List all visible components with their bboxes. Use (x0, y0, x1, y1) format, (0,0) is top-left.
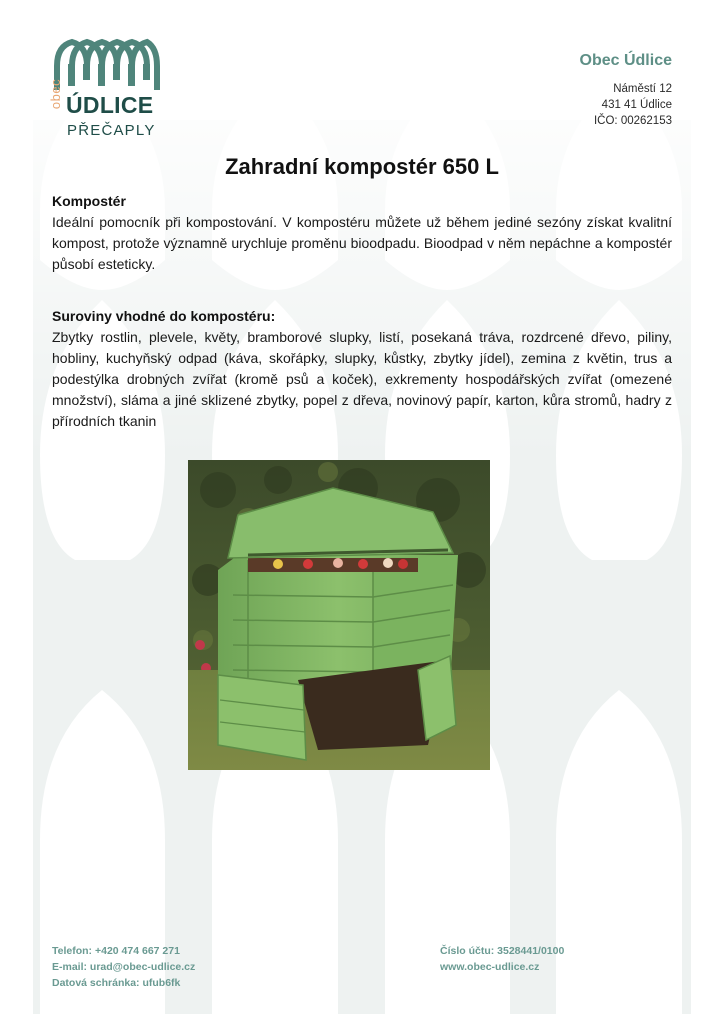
composter-image (188, 460, 490, 770)
footer-email[interactable]: E-mail: urad@obec-udlice.cz (52, 961, 196, 973)
section-body: Ideální pomocník při kompostování. V kompostéru můžete už během jediné sezóny získat kvalitní kompost, protože významně urychluje proměnu bioodpadu. Bioodpad v něm nepáchne a kompostér působí esteticky. (52, 214, 672, 272)
organization-name: Obec Údlice (579, 52, 672, 69)
municipality-logo (48, 38, 162, 143)
organization-info (580, 52, 672, 129)
footer-databox: Datová schránka: ufub6fk (52, 977, 181, 989)
document-title: Zahradní kompostér 650 L (225, 154, 499, 179)
composter-photo (188, 460, 490, 770)
section-heading: Kompostér (52, 193, 126, 209)
ico-number: IČO: 00262153 (593, 115, 672, 127)
footer-website[interactable]: www.obec-udlice.cz (440, 961, 540, 973)
footer-contacts (52, 943, 195, 991)
section-heading: Suroviny vhodné do kompostéru: (52, 308, 276, 324)
footer-phone: Telefon: +420 474 667 271 (52, 945, 180, 957)
section-suitable-materials (52, 306, 672, 432)
address-street: Náměstí 12 (613, 83, 672, 95)
arches-logo-icon (52, 38, 162, 90)
footer-account: Číslo účtu: 3528441/0100 (440, 945, 565, 957)
section-body: Zbytky rostlin, plevele, květy, bramborové slupky, listí, posekaná tráva, rozdrcené dřevo, piliny, hobliny, kuchyňský odpad (káva, skořápky, slupky, kůstky, zbytky jídel), zemina z květin, trus a podestýlka drobných zvířat (kromě psů a koček), exkrementy hospodářských zvířat (omezené množství), sláma a jiné sklizené zbytky, popel z dřeva, novinový papír, karton, kůra stromů, hadry z přírodních tkanin (52, 329, 672, 429)
address-city: 431 41 Údlice (601, 99, 672, 111)
logo-subname: PŘEČAPLY (67, 122, 156, 139)
section-composter (52, 191, 672, 275)
logo-prefix: obec (48, 78, 63, 110)
footer-banking (440, 943, 564, 975)
logo-name: ÚDLICE (66, 92, 154, 118)
